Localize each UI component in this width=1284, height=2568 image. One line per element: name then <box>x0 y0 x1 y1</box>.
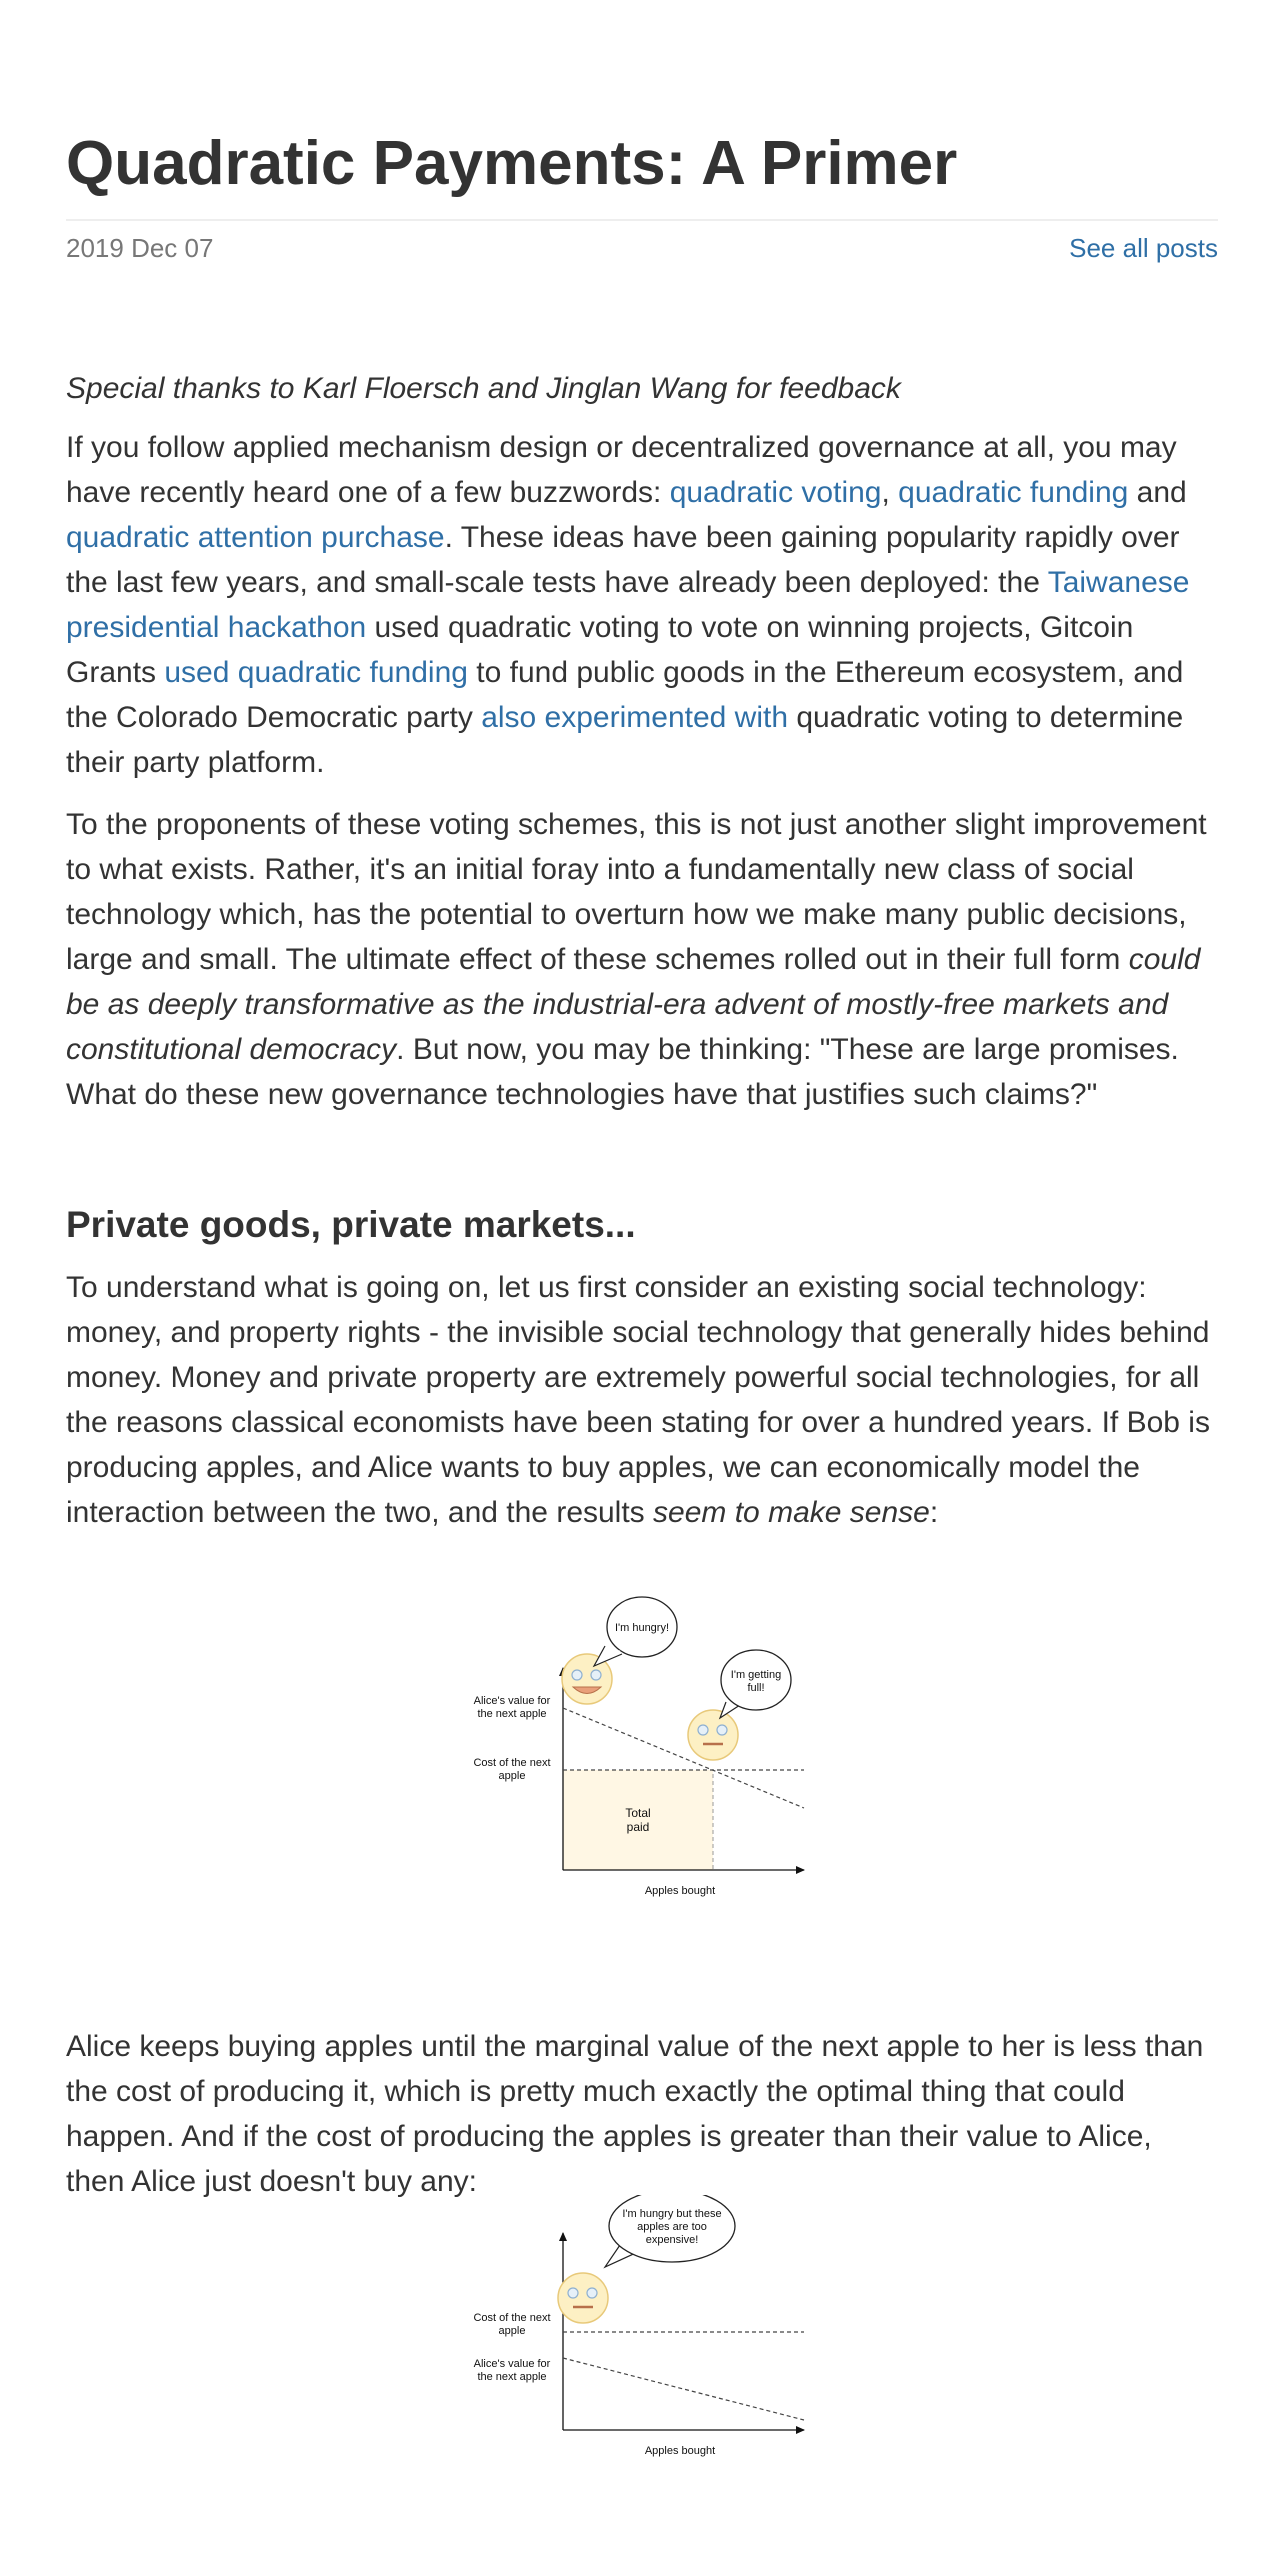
bubble-expensive-line3: expensive! <box>645 2234 699 2246</box>
quadratic-funding-link[interactable]: quadratic funding <box>898 476 1129 509</box>
thanks-text: Special thanks to Karl Floersch and Jinglan Wang for feedback <box>66 372 901 405</box>
title-divider <box>66 219 1218 221</box>
gitcoin-quadratic-funding-link[interactable]: used quadratic funding <box>164 656 468 689</box>
bubble-expensive-line1: I'm hungry but these <box>622 2208 722 2220</box>
page-title: Quadratic Payments: A Primer <box>66 129 958 198</box>
apples-demand-figure <box>470 1590 890 1910</box>
x-axis-label-2: Apples bought <box>644 2445 716 2457</box>
post-date: 2019 Dec 07 <box>66 233 214 263</box>
bubble-full-text-line2: full! <box>747 1682 765 1694</box>
taiwanese-hackathon-link[interactable]: Taiwanese presidential hackathon <box>66 566 1190 644</box>
quadratic-attention-purchase-link[interactable]: quadratic attention purchase <box>66 521 445 554</box>
section-heading-private-goods: Private goods, private markets... <box>66 1204 636 1245</box>
y-label-cost-2-line1: Cost of the next <box>473 2312 551 2324</box>
y-label-cost-line2: apple <box>498 1770 526 1782</box>
total-paid-label-line1: Total <box>625 1806 651 1820</box>
proponents-paragraph: To the proponents of these voting schemes, this is not just another slight improvement to what exists. Rather, it's an initial foray into a fundamentally new class of social technology which, has the potential to overturn how we make many public decisions, large and small. The ultimate effect of these schemes rolled out in their full form could be as deeply transformative as the industrial-era advent of mostly-free markets and constitutional democracy. But now, you may be thinking: "These are large promises. What do these new governance technologies have that justifies such claims?" <box>66 808 1207 1111</box>
colorado-experiment-link[interactable]: also experimented with <box>481 701 789 734</box>
value-line-2 <box>563 2358 804 2420</box>
bubble-full-text-line1: I'm getting <box>730 1669 782 1681</box>
y-label-value-2-line2: the next apple <box>477 2371 547 2383</box>
private-markets-paragraph: To understand what is going on, let us first consider an existing social technology: money, and property rights - the invisible social technology that generally hides behind money. Money and private property are extremely powerful social technologies, for all the reasons classical economists have been stating for over a hundred years. If Bob is producing apples, and Alice wants to buy apples, we can economically model the interaction between the two, and the results seem to make sense: <box>66 1271 1210 1529</box>
y-label-value-line2: the next apple <box>477 1708 547 1720</box>
bubble-hungry-text: I'm hungry! <box>614 1622 670 1634</box>
y-label-cost-line1: Cost of the next <box>473 1757 551 1769</box>
quadratic-voting-link[interactable]: quadratic voting <box>669 476 882 509</box>
apples-too-expensive-figure <box>470 2195 890 2475</box>
thanks-note <box>66 366 1218 411</box>
total-paid-label-line2: paid <box>626 1820 650 1834</box>
alice-buys-paragraph: Alice keeps buying apples until the marginal value of the next apple to her is less than the cost of producing it, which is pretty much exactly the optimal thing that could happen. And if the cost of producing the apples is greater than their value to Alice, then Alice just doesn't buy any: <box>66 2030 1204 2198</box>
see-all-posts-link[interactable]: See all posts <box>1069 233 1218 263</box>
bubble-expensive-line2: apples are too <box>637 2221 707 2233</box>
intro-paragraph: If you follow applied mechanism design or decentralized governance at all, you may have recently heard one of a few buzzwords: quadratic voting, quadratic funding and quadratic attention purchase. These ideas have been gaining popularity rapidly over the last few years, and small-scale tests have already been deployed: the Taiwanese presidential hackathon used quadratic voting to vote on winning projects, Gitcoin Grants used quadratic funding to fund public goods in the Ethereum ecosystem, and the Colorado Democratic party also experimented with quadratic voting to determine their party platform. <box>66 431 1190 779</box>
neutral-face-icon <box>558 2273 608 2323</box>
neutral-face-icon <box>688 1710 738 1760</box>
y-label-cost-2-line2: apple <box>498 2325 526 2337</box>
x-axis-label: Apples bought <box>644 1885 716 1897</box>
y-label-value-2-line1: Alice's value for <box>473 2358 551 2370</box>
y-label-value-line1: Alice's value for <box>473 1695 551 1707</box>
